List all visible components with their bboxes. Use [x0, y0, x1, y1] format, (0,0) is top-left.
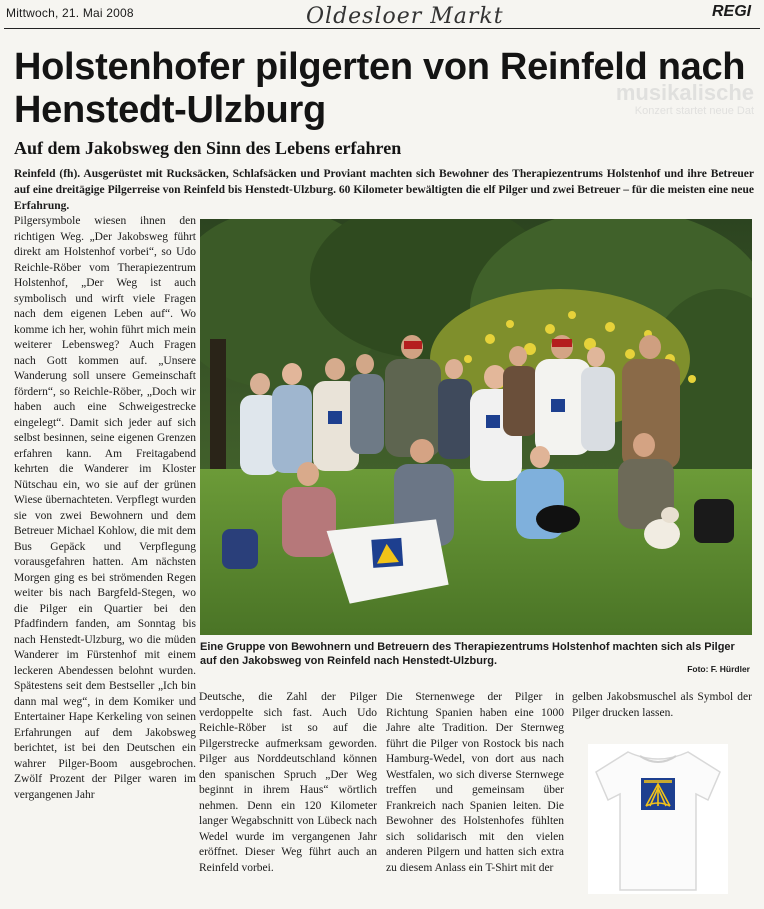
issue-date: Mittwoch, 21. Mai 2008 [6, 6, 134, 20]
photo-caption: Eine Gruppe von Bewohnern und Betreuern des Therapiezentrums Holstenhof machten sich als Pilger auf den Jakobsweg von Reinfeld nach Henstedt-Ulzburg. [200, 641, 735, 667]
article-subheadline: Auf dem Jakobsweg den Sinn des Lebens erfahren [14, 138, 402, 158]
section-label: REGI [712, 3, 752, 20]
group-photo [200, 219, 752, 635]
article-lead: Reinfeld (fh). Ausgerüstet mit Rucksäcken, Schlafsäcken und Proviant machten sich Bewohner des Therapiezentrums Holstenhof und ihre Betreuer auf eine dreitägige Pilgerreise von Reinfeld bis Henstedt-Ulzburg. 60 Kilometer bewältigten die elf Pilger und zwei Betreuer – für die meisten eine neue Erfahrung. [14, 168, 754, 212]
tshirt-image [588, 744, 728, 894]
body-column-4: gelben Jakobsmuschel als Symbol der Pilger drucken lassen. [572, 691, 752, 719]
body-column-1: Pilgersymbole wiesen ihnen den richtigen Weg. „Der Jakobsweg führt direkt am Holstenhof vorbei“, so Udo Reichle-Röber vom Therapiezentrum Holstenhof, „Der Weg ist auch symbolisch und wirft viele Fragen nach dem eigenen Leben auf“. Wo komme ich her, wohin führt mich mein weiterer Lebensweg? Auch Fragen nach Gott kommen auf. „Unsere Wanderung soll unsere Gemeinschaft fördern“, so Reichle-Röber, „Doch wir haben auch eine Schweigestrecke eingelegt“. Damit sich jeder auf sich selbst besinnen, seine eigenen Grenzen erfahren kann. Am Freitagabend kehrten die Wanderer im Kloster Nütschau ein, wo sie auf der grünen Wiese übernachteten. Verpflegt wurden sie von zwei Bewohnern und dem Betreuer Michael Kohlow, die mit dem Bus Gepäck und Verpflegung vorausgefahren hatten. Am nächsten Morgen ging es bei strömenden Regen weiter bis nach Bargfeld-Stegen, wo die Pilger ein Quartier bei den Pfadfindern fanden, am Sonntag bis nach Henstedt-Ulzburg, wo die müden Wanderer im Fürstenhof mit einem leckeren Abendessen belohnt wurden. Spätestens seit dem Bestseller „Ich bin dann mal weg“, in dem Komiker und Entertainer Hape Kerkeling von seinen Erfahrungen auf dem Jakobsweg berichtet, ist bei den Deutschen ein wahrer Pilger-Boom ausgebrochen. Zwölf Prozent der Pilger waren im vergangenen Jahr [14, 215, 196, 801]
body-column-3: Die Sternenwege der Pilger in Richtung Spanien haben eine 1000 Jahre alte Tradition. Der Sternweg führt die Pilger von Rostock bis nach Hamburg-Wedel, von dort aus nach Westfalen, wo sich diverse Sternwege treffen und gemeinsam über Frankreich nach Spanien leiten. Die Bewohner des Holstenhofes fühlten sich solidarisch mit den vielen anderen Pilgern und hatten sich extra zu diesem Anlass ein T-Shirt mit der [386, 691, 564, 874]
handwritten-paper-name: Oldesloer Markt [306, 4, 504, 29]
article-headline: Holstenhofer pilgerten von Reinfeld nach Henstedt-Ulzburg [14, 46, 746, 131]
bleed-line-1: musikalische [615, 80, 754, 105]
photo-credit: Foto: F. Hürdler [687, 664, 750, 674]
bleed-line-2: Konzert startet neue Dat [634, 105, 754, 118]
header-rule [4, 28, 760, 29]
body-column-2: Deutsche, die Zahl der Pilger verdoppelte sich fast. Auch Udo Reichle-Röber ist so auf die Pilgerstrecke aufmerksam geworden. Pilger aus Norddeutschland können den spanischen Spruch „Der Weg beginnt in ihrem Haus“ wörtlich nehmen. Denn ein 120 Kilometer langer Wegabschnitt von Lübeck nach Wedel wurde im vergangenen Jahr eröffnet. Dieser Weg führt auch an Reinfeld vorbei. [199, 691, 377, 874]
